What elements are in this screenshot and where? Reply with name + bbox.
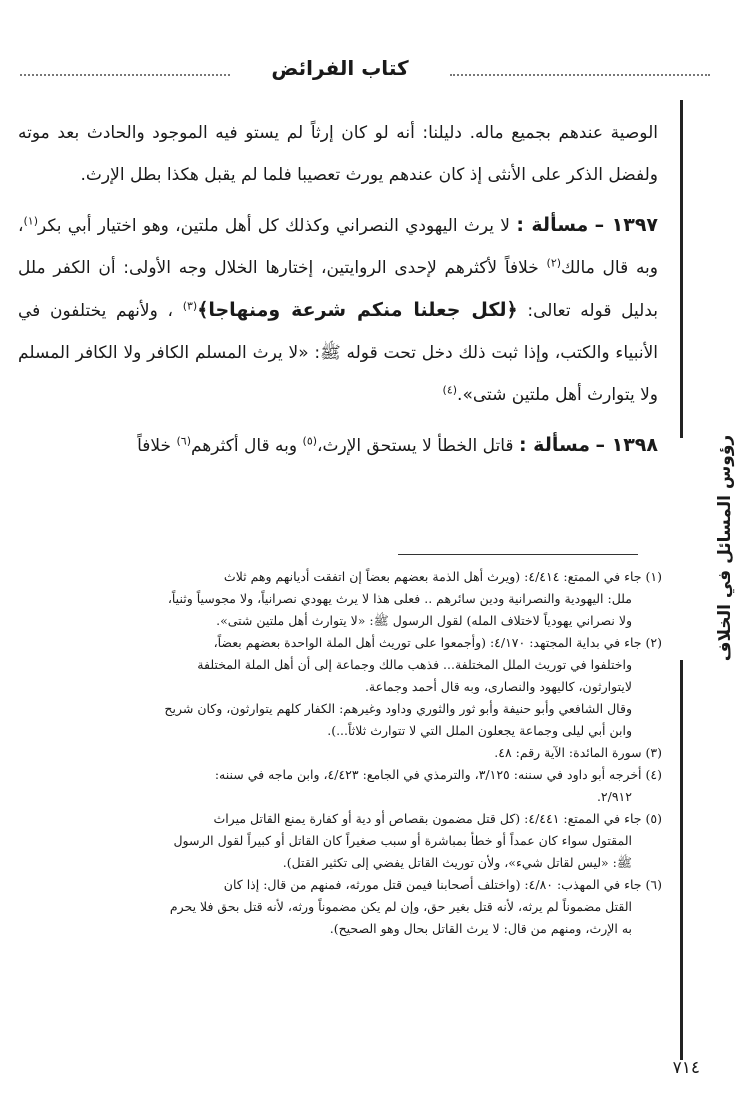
header-rule-left [20, 74, 230, 76]
issue-text: ، وبه قال مالك [18, 216, 658, 278]
footnote-ref[interactable]: (٦) [176, 434, 191, 448]
footnote [18, 742, 662, 764]
footnote-line: ﷺ: «ليس لقاتل شيء»، ولأن توريث القاتل يفضي إلى تكثير القتل). [282, 855, 632, 870]
footnote-line: (١) جاء في الممتع: ٤/٤١٤: (ويرث أهل الذمة بعضهم بعضاً إن اتفقت أديانهم وهم ثلاث [223, 569, 662, 584]
issue-label: مسألة : [518, 434, 591, 456]
footnote-line: (٥) جاء في الممتع: ٤/٤٤١: (كل قتل مضمون بقصاص أو دية أو كفارة يمنع القاتل ميراث [213, 811, 662, 826]
issue-text: قاتل الخطأ لا يستحق الإرث، [317, 436, 519, 456]
footnotes [18, 566, 662, 940]
footnote-line: القتل مضموناً لم يرثه، لأنه قتل بغير حق، وإن لم يكن مضموناً ورثه، لأنه قتل بحق فلا يحرم [169, 899, 632, 914]
intro-paragraph: الوصية عندهم بجميع ماله. دليلنا: أنه لو كان إرثاً لم يستو فيه الموجود والحادث بعد موته ولفضل الذكر على الأنثى إذ كان عندهم يورث تعصيبا فلما لم يقبل هكذا بطل الإرث. [18, 123, 658, 185]
running-header [20, 56, 710, 86]
footnote-ref[interactable]: (٢) [546, 256, 562, 270]
footnote-line: (٣) سورة المائدة: الآية رقم: ٤٨. [494, 745, 662, 760]
footnote-line: واختلفوا في توريث الملل المختلفة... فذهب مالك وجماعة إلى أن أهل الملة المختلفة [197, 657, 632, 672]
issue-text: خلافاً لأكثرهم لإحدى الروايتين، إختارها الخلال وجه الأولى: أن الكفر ملل بدليل قوله تعالى: [18, 258, 658, 321]
side-rule-top [680, 100, 683, 438]
footnote-ref[interactable]: (١) [23, 214, 39, 228]
footnote-line: به الإرث، ومنهم من قال: لا يرث القاتل بحال وهو الصحيح). [329, 921, 632, 936]
chapter-title: كتاب الفرائض [271, 56, 409, 80]
footnote-line: (٤) أخرجه أبو داود في سننه: ٣/١٢٥، والترمذي في الجامع: ٤/٤٢٣، وابن ماجه في سننه: [214, 767, 662, 782]
issue-1397 [18, 204, 658, 416]
footnote-line: ٢/٩١٢. [596, 789, 632, 804]
footnote-line: ملل: اليهودية والنصرانية ودين سائرهم .. فعلى هذا لا يرث يهودي نصرانياً، ولا مجوسياً وثنياً، [167, 591, 632, 606]
footnote-separator [398, 554, 638, 555]
header-rule-right [450, 74, 710, 76]
footnote [18, 808, 662, 874]
issue-label: مسألة : [516, 214, 589, 236]
issue-text: ، ولأنهم يختلفون في الأنبياء والكتب، وإذا ثبت ذلك دخل تحت قوله ﷺ: «لا يرث المسلم الكافر ولا الكافر المسلم ولا يتوارث أهل ملتين شتى». [18, 301, 658, 405]
page-number: ٧١٤ [672, 1058, 700, 1078]
footnote [18, 874, 662, 940]
footnote [18, 566, 662, 632]
footnote-line: (٦) جاء في المهذب: ٤/٨٠: (واختلف أصحابنا فيمن قتل مورثه، فمنهم من قال: إذا كان [223, 877, 662, 892]
issue-number: ١٣٩٧ – [594, 214, 659, 236]
footnote-line: (٢) جاء في بداية المجتهد: ٤/١٧٠: (وأجمعوا على توريث أهل الملة الواحدة بعضهم بعضاً، [213, 635, 662, 650]
main-text [18, 112, 658, 475]
quran-verse: ﴿لكل جعلنا منكم شرعة ومنهاجا﴾ [197, 299, 518, 321]
issue-text: لا يرث اليهودي النصراني وكذلك كل أهل ملتين، وهو اختيار أبي بكر [38, 216, 517, 236]
footnote-line: وابن أبي ليلى وجماعة يجعلون الملل التي لا تتوارث ثلاثاً...). [327, 723, 632, 738]
issue-number: ١٣٩٨ – [595, 434, 658, 456]
footnote-line: المقتول سواء كان عمداً أو خطأ بمباشرة أو سبب صغيراً كان القاتل أو كبيراً لقول الرسول [173, 833, 632, 848]
issue-text: وبه قال أكثرهم [190, 436, 303, 456]
footnote-ref[interactable]: (٤) [442, 383, 458, 397]
footnote-ref[interactable]: (٥) [302, 434, 318, 448]
footnote [18, 764, 662, 808]
footnote-line: ولا نصراني يهودياً لاختلاف المله) لقول الرسول ﷺ: «لا يتوارث أهل ملتين شتى». [216, 613, 632, 628]
book-title-side-label: رؤوس المسائل في الخلاف [715, 434, 735, 662]
footnote-line: لايتوارثون، كاليهود والنصارى، وبه قال أحمد وجماعة. [364, 679, 632, 694]
issue-1398 [18, 424, 658, 467]
side-rule-bottom [680, 660, 683, 1060]
footnote-line: وقال الشافعي وأبو حنيفة وأبو ثور والثوري وداود وغيرهم: الكفار كلهم يتوارثون، وكان شريح [164, 701, 632, 716]
issue-text: خلافاً [137, 436, 177, 456]
footnote-ref[interactable]: (٣) [182, 299, 198, 313]
footnote [18, 632, 662, 742]
